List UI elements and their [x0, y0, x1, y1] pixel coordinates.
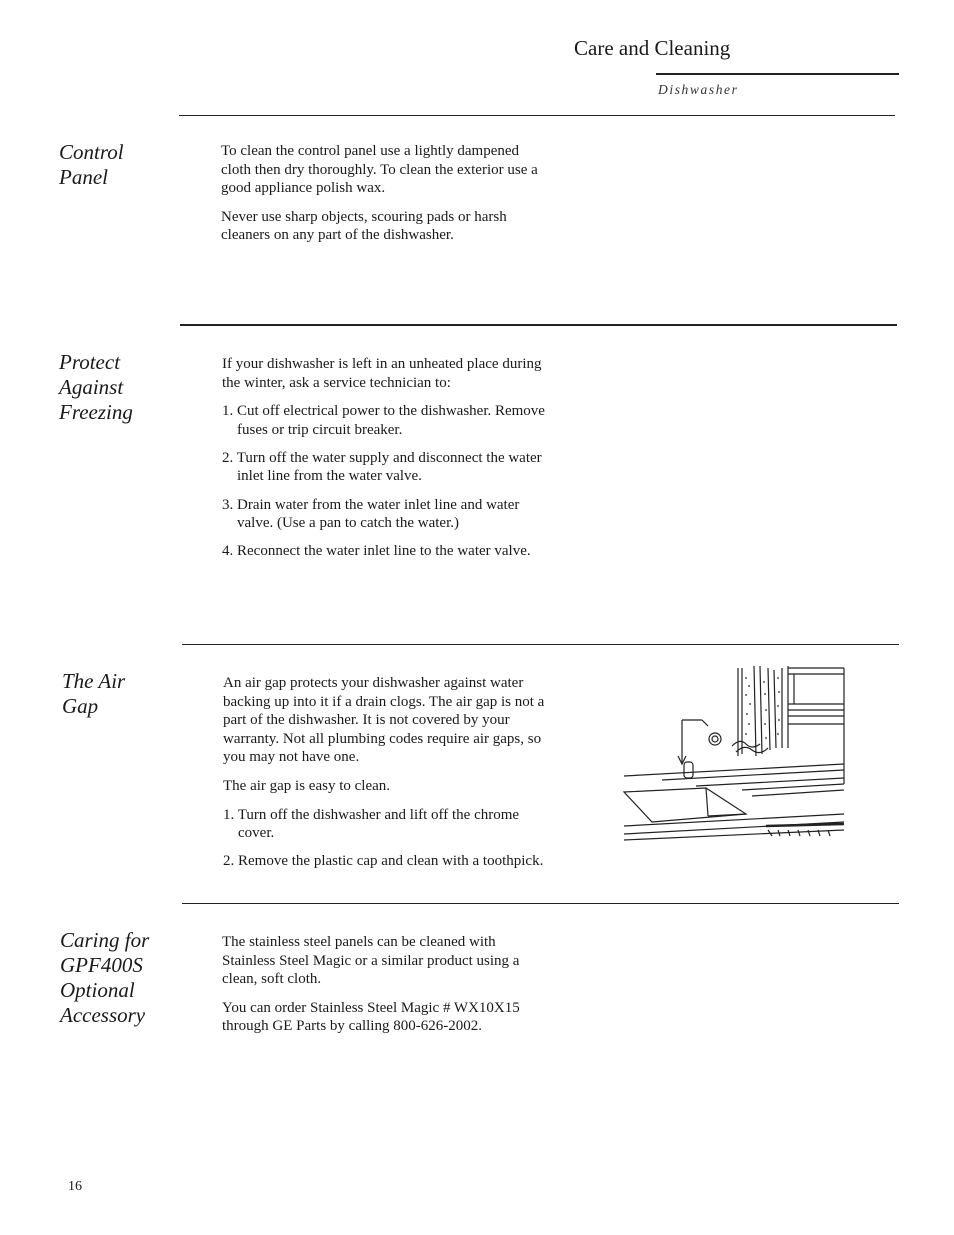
- header-rule: [656, 73, 899, 75]
- steps-list: [223, 806, 553, 871]
- list-item: 2. Remove the plastic cap and clean with a toothpick.: [223, 853, 544, 870]
- section-heading-the-air-gap: [62, 669, 125, 719]
- section-divider: [182, 644, 899, 645]
- page-title: Care and Cleaning: [574, 36, 731, 60]
- section-heading-control-panel: [59, 140, 124, 190]
- heading-line: GPF400S: [60, 953, 143, 977]
- page-number: 16: [68, 1179, 82, 1194]
- list-item: 2. Turn off the water supply and disconnect the water inlet line from the water valve.: [222, 449, 542, 485]
- heading-line: Freezing: [59, 400, 133, 424]
- section-body-protect-against-freezing: [222, 355, 552, 570]
- paragraph: The air gap is easy to clean.: [223, 777, 391, 794]
- page-subtitle: Dishwasher: [658, 82, 739, 97]
- steps-list: [222, 402, 552, 561]
- list-item: 3. Drain water from the water inlet line and water valve. (Use a pan to catch the water.): [222, 496, 520, 532]
- paragraph: The stainless steel panels can be cleaned with Stainless Steel Magic or a similar product using a clean, soft cloth.: [222, 934, 520, 988]
- list-item: 1. Cut off electrical power to the dishwasher. Remove fuses or trip circuit breaker.: [222, 403, 545, 438]
- heading-line: Panel: [59, 165, 108, 189]
- heading-line: Accessory: [60, 1003, 146, 1027]
- paragraph: You can order Stainless Steel Magic # WX10X15 through GE Parts by calling 800-626-2002.: [222, 999, 520, 1035]
- heading-line: Control: [59, 140, 124, 164]
- section-divider: [182, 903, 899, 904]
- section-divider: [179, 115, 895, 116]
- section-divider: [180, 324, 897, 326]
- section-body-control-panel: [221, 142, 551, 255]
- heading-line: Protect: [59, 350, 121, 374]
- heading-line: Gap: [62, 694, 99, 718]
- section-heading-caring-for-accessory: [60, 928, 149, 1028]
- heading-line: Optional: [60, 978, 135, 1002]
- section-heading-protect-against-freezing: [59, 350, 133, 425]
- heading-line: The Air: [62, 669, 126, 693]
- paragraph: To clean the control panel use a lightly dampened cloth then dry thoroughly. To clean the exterior use a good appliance polish wax.: [221, 143, 538, 197]
- list-item: 1. Turn off the dishwasher and lift off the chrome cover.: [223, 806, 520, 842]
- section-body-the-air-gap: [223, 674, 553, 880]
- list-item: 4. Reconnect the water inlet line to the water valve.: [222, 543, 531, 560]
- section-body-caring-for-accessory: [222, 933, 552, 1046]
- heading-line: Against: [59, 375, 124, 399]
- paragraph: An air gap protects your dishwasher against water backing up into it if a drain clogs. The air gap is not a part of the dishwasher. It is not covered by your warranty. Not all plumbing codes require air gaps, so you may not have one.: [223, 675, 545, 766]
- heading-line: Caring for: [60, 928, 150, 952]
- sink-air-gap-illustration: [622, 664, 848, 842]
- paragraph: If your dishwasher is left in an unheated place during the winter, ask a service technician to:: [222, 356, 542, 391]
- paragraph: Never use sharp objects, scouring pads or harsh cleaners on any part of the dishwasher.: [221, 208, 507, 244]
